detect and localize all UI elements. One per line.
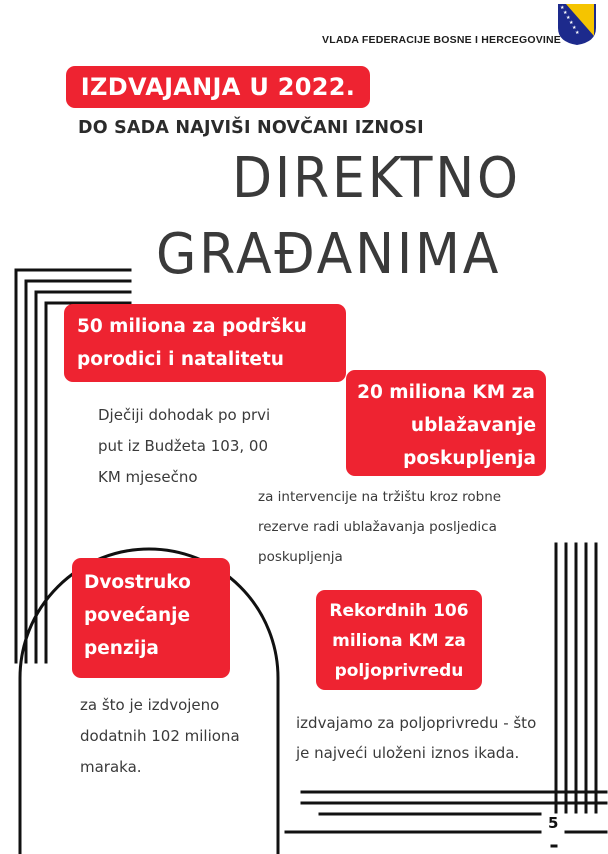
- item-3-text: [80, 690, 260, 783]
- item-1-heading: [64, 304, 346, 382]
- bosnia-flag-icon: [556, 2, 598, 46]
- svg-text:★: ★: [572, 25, 577, 31]
- title-badge: IZDVAJANJA U 2022.: [66, 66, 370, 108]
- item-3-heading: [72, 558, 230, 678]
- headline-line-2: GRAĐANIMA: [156, 222, 502, 287]
- item-1-heading-line: 50 miliona za podršku: [77, 316, 307, 337]
- svg-text:★: ★: [569, 20, 574, 26]
- item-4-heading-line: Rekordnih 106: [329, 601, 469, 621]
- item-2-text-line: poskupljenja: [258, 549, 343, 565]
- item-4-heading-line: poljoprivredu: [334, 661, 464, 681]
- subtitle: DO SADA NAJVIŠI NOVČANI IZNOSI: [78, 118, 424, 138]
- item-4-text-line: je najveći uloženi iznos ikada.: [296, 744, 520, 762]
- item-2-text-line: rezerve radi ublažavanja posljedica: [258, 519, 497, 535]
- item-4-text: [296, 708, 566, 768]
- item-2-heading: [346, 370, 546, 476]
- svg-text:★: ★: [560, 5, 565, 11]
- item-2-text-line: za intervencije na tržištu kroz robne: [258, 489, 502, 505]
- organization-name: VLADA FEDERACIJE BOSNE I HERCEGOVINE: [322, 34, 562, 46]
- item-3-text-line: maraka.: [80, 758, 142, 776]
- item-1-text-line: Dječiji dohodak po prvi: [98, 406, 271, 424]
- headline-line-1: DIREKTNO: [232, 146, 521, 211]
- item-1-heading-line: porodici i natalitetu: [77, 349, 284, 370]
- svg-text:★: ★: [575, 30, 580, 36]
- item-2-heading-line: poskupljenja: [403, 448, 536, 469]
- item-3-heading-line: penzija: [84, 638, 159, 659]
- item-1-text: [98, 400, 298, 493]
- item-2-heading-line: 20 miliona KM za: [357, 382, 535, 403]
- item-4-heading-line: miliona KM za: [332, 631, 466, 651]
- item-3-text-line: dodatnih 102 miliona: [80, 727, 240, 745]
- item-3-heading-line: Dvostruko: [84, 572, 191, 593]
- item-4-heading: [316, 590, 482, 690]
- item-3-text-line: za što je izdvojeno: [80, 696, 220, 714]
- svg-text:★: ★: [566, 15, 571, 21]
- item-2-text: [258, 482, 578, 572]
- item-2-heading-line: ublažavanje: [410, 415, 536, 436]
- item-1-text-line: put iz Budžeta 103, 00: [98, 437, 269, 455]
- svg-text:★: ★: [563, 10, 568, 16]
- item-4-text-line: izdvajamo za poljoprivredu - što: [296, 714, 537, 732]
- item-1-text-line: KM mjesečno: [98, 468, 198, 486]
- page-number: 5: [548, 814, 559, 832]
- item-3-heading-line: povećanje: [84, 605, 191, 626]
